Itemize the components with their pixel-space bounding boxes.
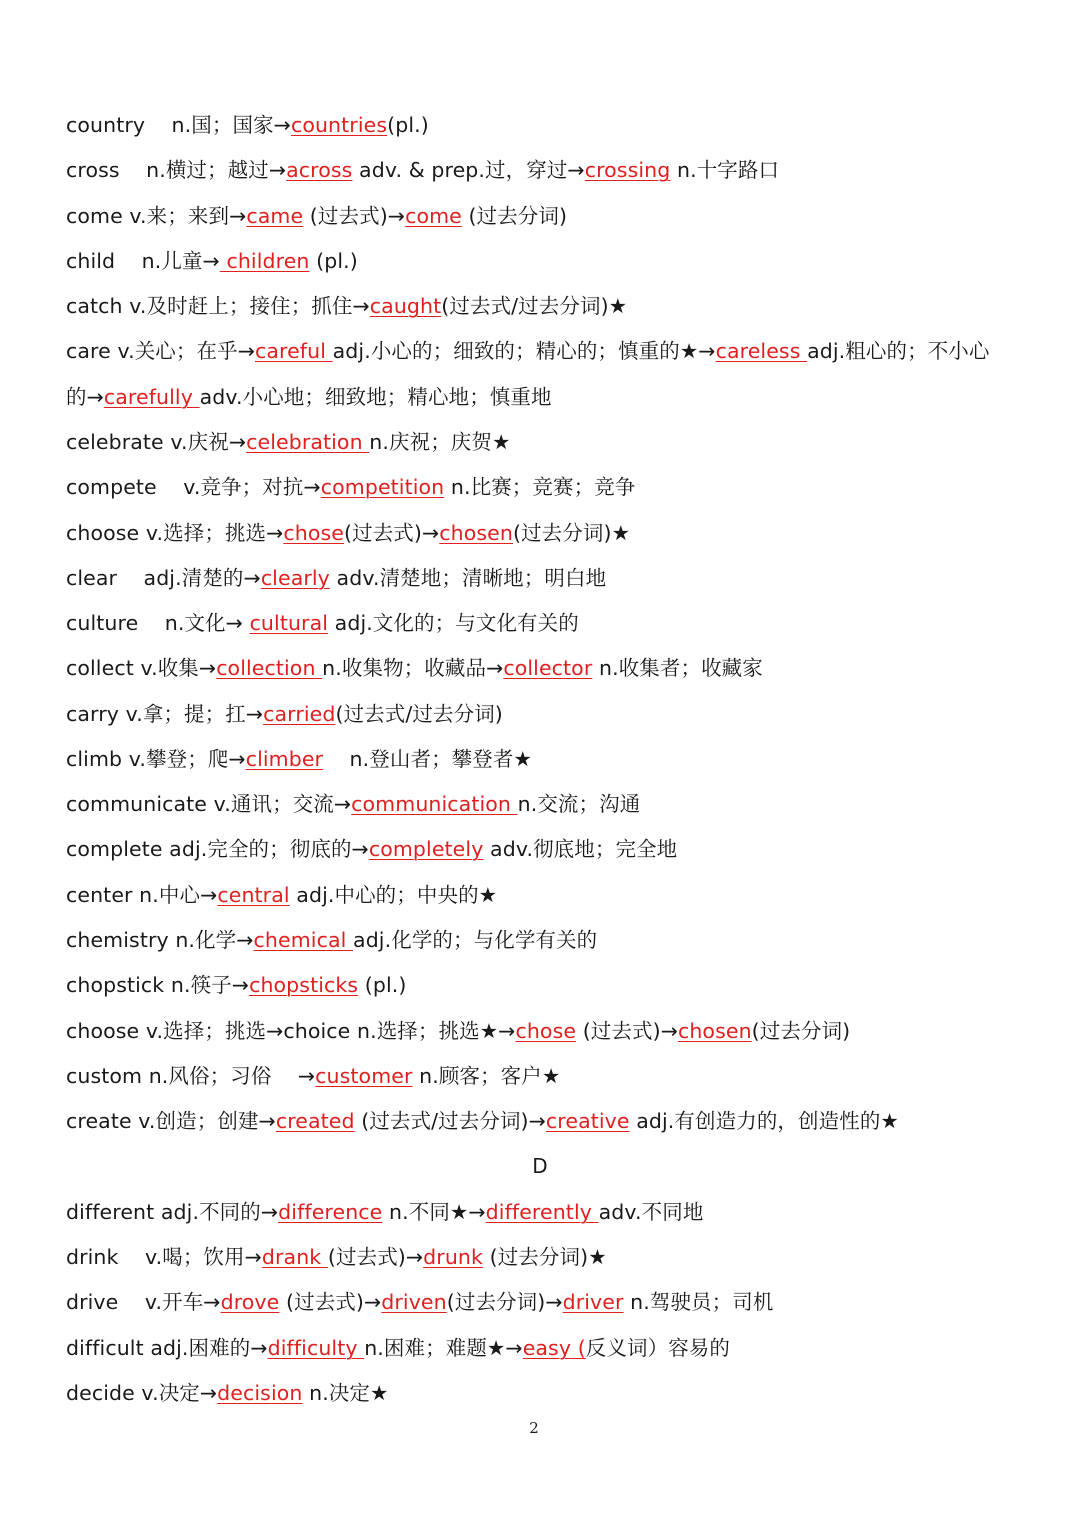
section-heading-heading-d: D — [532, 1154, 548, 1178]
derived-word: collector — [503, 656, 593, 680]
entry-text: (过去式)→ — [344, 521, 440, 545]
entry-text: culture n.文化→ — [66, 611, 250, 635]
entry-text: collect v.收集→ — [66, 656, 217, 680]
entry-text: adj.粗心的；不小心 — [807, 339, 990, 363]
entry-text: (过去分词)★ — [482, 1245, 607, 1269]
derived-word: countries — [290, 113, 388, 137]
entry-text: (过去式/过去分词)→ — [354, 1109, 546, 1133]
derived-word: created — [275, 1109, 355, 1133]
vocab-entry-culture — [66, 608, 1020, 638]
entry-text: different adj.不同的→ — [66, 1200, 279, 1224]
entry-text: (过去式)→ — [279, 1290, 382, 1314]
entry-text: n.决定★ — [302, 1381, 389, 1405]
vocab-entry-complete — [66, 834, 1020, 864]
entry-text: complete adj.完全的；彻底的→ — [66, 837, 369, 861]
derived-word: celebration — [246, 430, 370, 454]
vocab-entry-difficult — [66, 1333, 1020, 1363]
entry-text: n.驾驶员；司机 — [623, 1290, 774, 1314]
derived-word: communication — [351, 792, 518, 816]
entry-text: n.收集者；收藏家 — [592, 656, 763, 680]
derived-word: collection — [216, 656, 323, 680]
entry-text: n.困难；难题★→ — [364, 1336, 523, 1360]
derived-word: come — [405, 204, 462, 228]
vocab-entry-create — [66, 1106, 1020, 1136]
vocab-entry-country — [66, 110, 1020, 140]
vocab-entry-chemistry — [66, 925, 1020, 955]
entry-text: (pl.) — [358, 973, 407, 997]
entry-text: 的→ — [66, 385, 104, 409]
derived-word: completely — [368, 837, 484, 861]
derived-word: driver — [562, 1290, 624, 1314]
vocab-entry-child — [66, 246, 1020, 276]
derived-word: chemical — [253, 928, 354, 952]
entry-text: child n.儿童→ — [66, 249, 220, 273]
entry-text: adv.彻底地；完全地 — [483, 837, 678, 861]
vocab-entry-custom — [66, 1061, 1020, 1091]
derived-word: difficulty — [267, 1336, 365, 1360]
vocab-entry-decide — [66, 1378, 1020, 1408]
derived-word: careful — [254, 339, 333, 363]
vocab-entry-communicate — [66, 789, 1020, 819]
vocab-entry-climb — [66, 744, 1020, 774]
entry-text: choose v.选择；挑选→choice n.选择；挑选★→ — [66, 1019, 516, 1043]
entry-text: n.交流；沟通 — [517, 792, 641, 816]
derived-word: chosen — [439, 521, 513, 545]
entry-text: n.庆祝；庆贺★ — [369, 430, 511, 454]
derived-word: careless — [715, 339, 808, 363]
vocab-entry-care — [66, 336, 1020, 366]
entry-text: chemistry n.化学→ — [66, 928, 254, 952]
entry-text: climb v.攀登；爬→ — [66, 747, 246, 771]
entry-text: chopstick n.筷子→ — [66, 973, 250, 997]
entry-text: compete v.竞争；对抗→ — [66, 475, 321, 499]
entry-text: create v.创造；创建→ — [66, 1109, 276, 1133]
entry-text: adj.小心的；细致的；精心的；慎重的★→ — [332, 339, 716, 363]
entry-text: custom n.风俗；习俗 → — [66, 1064, 316, 1088]
entry-text: drink v.喝；饮用→ — [66, 1245, 262, 1269]
derived-word: climber — [245, 747, 324, 771]
vocab-entry-different — [66, 1197, 1020, 1227]
entry-text: center n.中心→ — [66, 883, 218, 907]
derived-word: decision — [217, 1381, 303, 1405]
vocab-entry-come — [66, 201, 1020, 231]
derived-word: cultural — [249, 611, 329, 635]
entry-text: communicate v.通讯；交流→ — [66, 792, 352, 816]
derived-word: drove — [220, 1290, 280, 1314]
entry-text: adj.有创造力的，创造性的★ — [629, 1109, 899, 1133]
entry-text: adj.中心的；中央的★ — [289, 883, 498, 907]
vocab-entry-center — [66, 880, 1020, 910]
entry-text: (过去式)→ — [327, 1245, 424, 1269]
entry-text: adv.不同地 — [598, 1200, 704, 1224]
derived-word: chose — [515, 1019, 577, 1043]
vocab-entry-compete — [66, 472, 1020, 502]
entry-text: n.十字路口 — [670, 158, 780, 182]
entry-text: n.不同★→ — [382, 1200, 486, 1224]
entry-text: adj.文化的；与文化有关的 — [328, 611, 579, 635]
entry-text: (过去式/过去分词)★ — [441, 294, 628, 318]
entry-text: adv. & prep.过，穿过→ — [352, 158, 585, 182]
entry-text: country n.国；国家→ — [66, 113, 291, 137]
derived-word: children — [219, 249, 310, 273]
entry-text: 反义词）容易的 — [585, 1336, 730, 1360]
vocab-entry-care-cont — [66, 382, 1020, 412]
derived-word: caught — [369, 294, 442, 318]
entry-text: n.比赛；竞赛；竞争 — [444, 475, 636, 499]
entry-text: (过去式)→ — [303, 204, 406, 228]
entry-text: (过去式/过去分词) — [335, 702, 503, 726]
entry-text: (过去分词)★ — [512, 521, 631, 545]
derived-word: central — [217, 883, 290, 907]
vocab-entry-drive — [66, 1287, 1020, 1317]
entry-text: carry v.拿；提；扛→ — [66, 702, 264, 726]
entry-text: n.顾客；客户★ — [412, 1064, 561, 1088]
entry-text: come v.来；来到→ — [66, 204, 247, 228]
derived-word: across — [286, 158, 353, 182]
vocab-entry-chopstick — [66, 970, 1020, 1000]
derived-word: chopsticks — [249, 973, 359, 997]
vocab-entry-celebrate — [66, 427, 1020, 457]
derived-word: competition — [320, 475, 445, 499]
vocab-entry-choose — [66, 518, 1020, 548]
derived-word: creative — [545, 1109, 630, 1133]
entry-text: adj.化学的；与化学有关的 — [353, 928, 598, 952]
entry-text: cross n.横过；越过→ — [66, 158, 287, 182]
entry-text: drive v.开车→ — [66, 1290, 221, 1314]
derived-word: driven — [381, 1290, 447, 1314]
vocab-entry-clear — [66, 563, 1020, 593]
vocab-entry-collect — [66, 653, 1020, 683]
derived-word: came — [246, 204, 304, 228]
entry-text: celebrate v.庆祝→ — [66, 430, 247, 454]
derived-word: customer — [315, 1064, 413, 1088]
derived-word: carefully — [103, 385, 200, 409]
derived-word: chose — [283, 521, 344, 545]
vocab-entry-catch — [66, 291, 1020, 321]
entry-text: adv.小心地；细致地；精心地；慎重地 — [199, 385, 552, 409]
derived-word: differently — [485, 1200, 599, 1224]
entry-text: n.登山者；攀登者★ — [323, 747, 532, 771]
entry-text: (pl.) — [309, 249, 358, 273]
vocab-entry-choose-2 — [66, 1016, 1020, 1046]
derived-word: carried — [263, 702, 336, 726]
entry-text: (pl.) — [387, 113, 429, 137]
derived-word: difference — [278, 1200, 383, 1224]
entry-text: adv.清楚地；清晰地；明白地 — [329, 566, 607, 590]
derived-word: chosen — [677, 1019, 752, 1043]
entry-text: (过去分词)→ — [446, 1290, 563, 1314]
entry-text: decide v.决定→ — [66, 1381, 218, 1405]
entry-text: n.收集物；收藏品→ — [322, 656, 504, 680]
vocab-entry-cross — [66, 155, 1020, 185]
derived-word: drunk — [423, 1245, 483, 1269]
entry-text: (过去式)→ — [576, 1019, 678, 1043]
entry-text: choose v.选择；挑选→ — [66, 521, 284, 545]
derived-word: drank — [261, 1245, 328, 1269]
derived-word: crossing — [584, 158, 671, 182]
entry-text: (过去分词) — [751, 1019, 851, 1043]
vocab-entry-drink — [66, 1242, 1020, 1272]
entry-text: catch v.及时赶上；接住；抓住→ — [66, 294, 370, 318]
derived-word: easy ( — [522, 1336, 586, 1360]
vocab-entry-carry — [66, 699, 1020, 729]
entry-text: difficult adj.困难的→ — [66, 1336, 268, 1360]
page-number: 2 — [529, 1419, 539, 1437]
entry-text: care v.关心；在乎→ — [66, 339, 255, 363]
entry-text: clear adj.清楚的→ — [66, 566, 261, 590]
entry-text: (过去分词) — [461, 204, 568, 228]
derived-word: clearly — [260, 566, 330, 590]
